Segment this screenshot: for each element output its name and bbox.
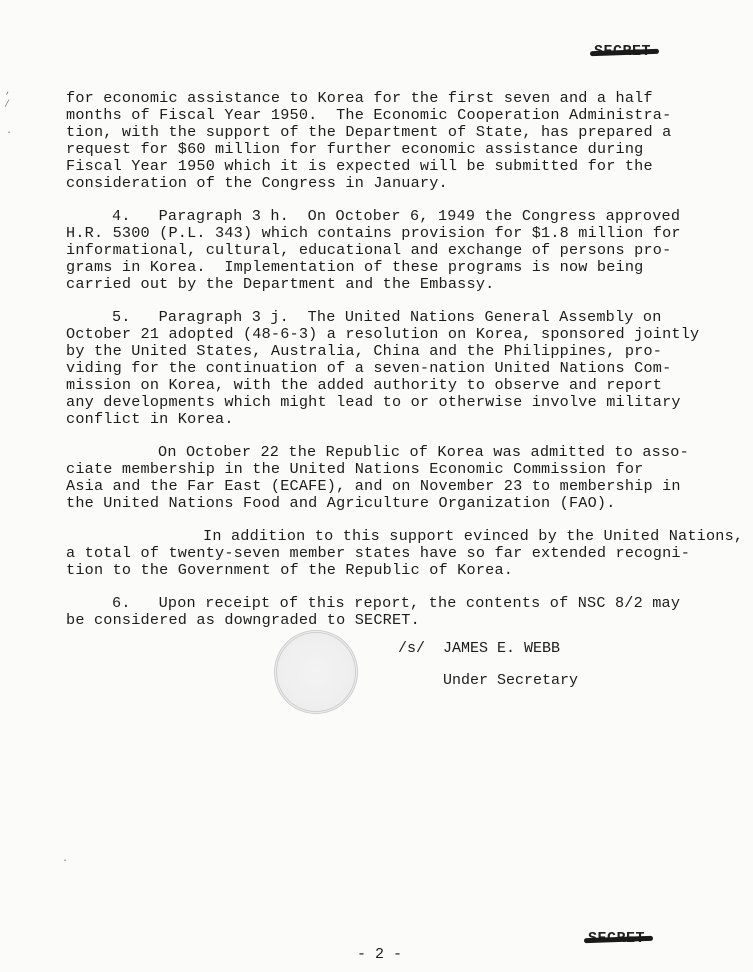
body-line: request for $60 million for further economic assistance during xyxy=(66,140,644,158)
body-line: tion, with the support of the Department of State, has prepared a xyxy=(66,123,672,141)
body-line: informational, cultural, educational and exchange of persons pro- xyxy=(66,241,672,259)
page-number: - 2 - xyxy=(357,946,403,963)
classification-marking-bottom xyxy=(588,930,645,947)
margin-mark: , xyxy=(5,86,12,97)
body-line: Asia and the Far East (ECAFE), and on November 23 to membership in xyxy=(66,477,681,495)
body-line: the United Nations Food and Agriculture Organization (FAO). xyxy=(66,494,616,512)
margin-mark: · xyxy=(62,856,69,867)
body-line: ciate membership in the United Nations Economic Commission for xyxy=(66,460,644,478)
margin-mark: · xyxy=(6,128,13,139)
body-line: a total of twenty-seven member states have so far extended recogni- xyxy=(66,544,691,562)
body-line: mission on Korea, with the added authority to observe and report xyxy=(66,376,663,394)
body-line: conflict in Korea. xyxy=(66,410,234,428)
classification-marking-top xyxy=(594,43,651,60)
body-line: any developments which might lead to or otherwise involve military xyxy=(66,393,681,411)
body-line: months of Fiscal Year 1950. The Economic Cooperation Administra- xyxy=(66,106,672,124)
body-line: Fiscal Year 1950 which it is expected will be submitted for the xyxy=(66,157,653,175)
body-line: be considered as downgraded to SECRET. xyxy=(66,611,420,629)
body-line: for economic assistance to Korea for the first seven and a half xyxy=(66,89,653,107)
body-line: 6. Upon receipt of this report, the contents of NSC 8/2 may xyxy=(112,594,681,612)
margin-mark: / xyxy=(4,100,11,111)
signature-title: Under Secretary xyxy=(443,672,579,689)
body-line: 4. Paragraph 3 h. On October 6, 1949 the Congress approved xyxy=(112,207,681,225)
body-line: by the United States, Australia, China and the Philippines, pro- xyxy=(66,342,663,360)
body-line: consideration of the Congress in January. xyxy=(66,174,448,192)
body-line: tion to the Government of the Republic of Korea. xyxy=(66,561,514,579)
body-line: carried out by the Department and the Embassy. xyxy=(66,275,495,293)
body-line: In addition to this support evinced by the United Nations, xyxy=(203,527,744,545)
signature-line: /s/ JAMES E. WEBB xyxy=(398,640,561,657)
body-line: H.R. 5300 (P.L. 343) which contains provision for $1.8 million for xyxy=(66,224,681,242)
body-line: viding for the continuation of a seven-nation United Nations Com- xyxy=(66,359,672,377)
library-stamp xyxy=(274,630,358,714)
body-line: On October 22 the Republic of Korea was admitted to asso- xyxy=(158,443,689,461)
body-line: grams in Korea. Implementation of these programs is now being xyxy=(66,258,644,276)
body-line: 5. Paragraph 3 j. The United Nations General Assembly on xyxy=(112,308,662,326)
body-line: October 21 adopted (48-6-3) a resolution on Korea, sponsored jointly xyxy=(66,325,700,343)
